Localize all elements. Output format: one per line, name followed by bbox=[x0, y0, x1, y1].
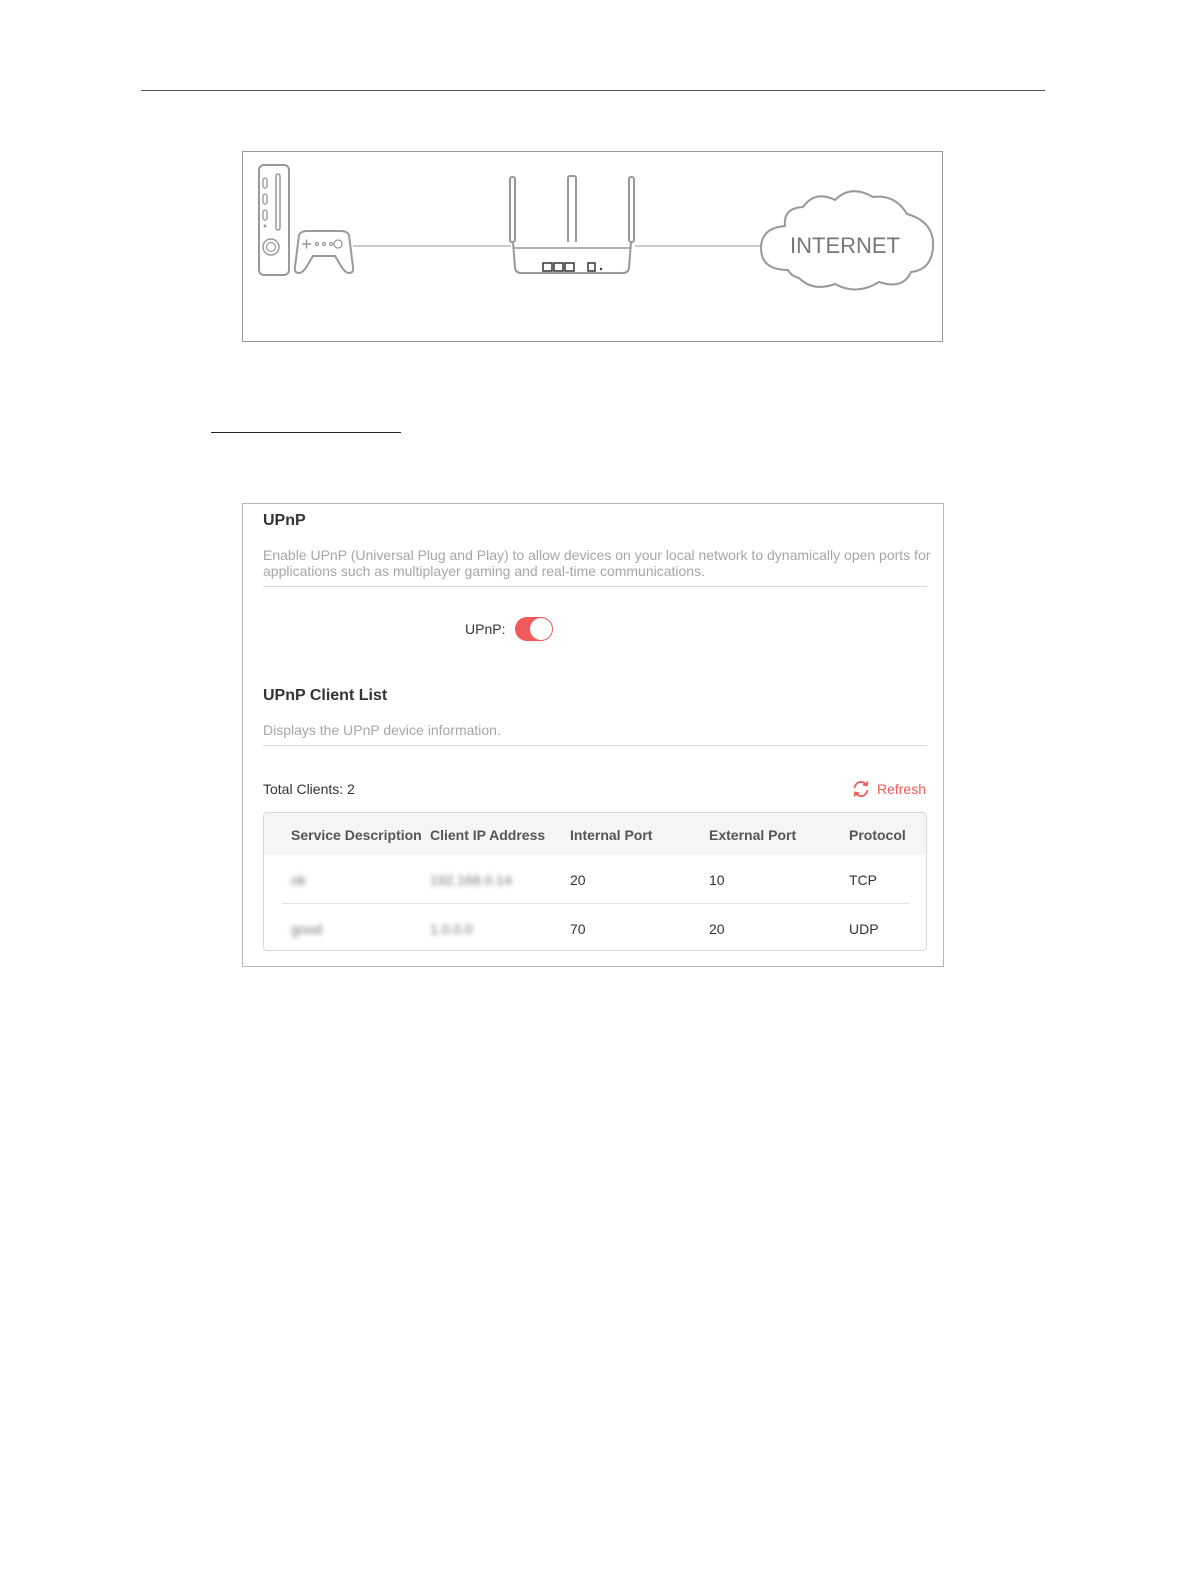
external-port-cell: 10 bbox=[709, 872, 725, 888]
upnp-description: Enable UPnP (Universal Plug and Play) to allow devices on your local network to dynamically open ports for applications such as multiplayer gaming and real-time communications. bbox=[263, 547, 931, 579]
gamepad-icon bbox=[295, 231, 353, 273]
column-header: Protocol bbox=[849, 827, 906, 843]
router-icon bbox=[510, 176, 634, 273]
column-header: Internal Port bbox=[570, 827, 653, 843]
game-console-icon bbox=[259, 165, 289, 275]
header-rule bbox=[141, 90, 1045, 91]
refresh-label: Refresh bbox=[876, 781, 926, 797]
refresh-icon bbox=[851, 779, 871, 799]
total-clients: Total Clients: 2 bbox=[263, 781, 355, 797]
client-list-title: UPnP Client List bbox=[263, 687, 388, 704]
client-list-description: Displays the UPnP device information. bbox=[263, 722, 501, 738]
internet-label: INTERNET bbox=[790, 233, 900, 258]
divider bbox=[263, 586, 927, 587]
internal-port-cell: 70 bbox=[570, 921, 586, 937]
column-header: Client IP Address bbox=[430, 827, 546, 843]
column-header: Service Description bbox=[291, 827, 422, 843]
client-ip-cell: 192.168.0.14 bbox=[430, 872, 512, 888]
client-ip-cell: 1.0.0.0 bbox=[430, 921, 473, 937]
row-divider bbox=[282, 903, 909, 904]
protocol-cell: TCP bbox=[849, 872, 877, 888]
external-port-cell: 20 bbox=[709, 921, 725, 937]
upnp-toggle-label: UPnP: bbox=[465, 621, 506, 637]
upnp-title: UPnP bbox=[263, 512, 306, 529]
table-header bbox=[264, 813, 926, 855]
network-diagram bbox=[242, 151, 943, 342]
refresh-button[interactable] bbox=[851, 779, 926, 799]
protocol-cell: UDP bbox=[849, 921, 879, 937]
client-table bbox=[263, 812, 927, 951]
internal-port-cell: 20 bbox=[570, 872, 586, 888]
column-header: External Port bbox=[709, 827, 797, 843]
service-description-cell: good bbox=[291, 921, 323, 937]
service-description-cell: ok bbox=[291, 872, 306, 888]
divider bbox=[263, 745, 927, 746]
upnp-toggle[interactable] bbox=[515, 617, 553, 641]
toggle-knob bbox=[530, 618, 552, 640]
upnp-settings-panel bbox=[242, 503, 944, 967]
section-link-underline bbox=[211, 432, 401, 433]
